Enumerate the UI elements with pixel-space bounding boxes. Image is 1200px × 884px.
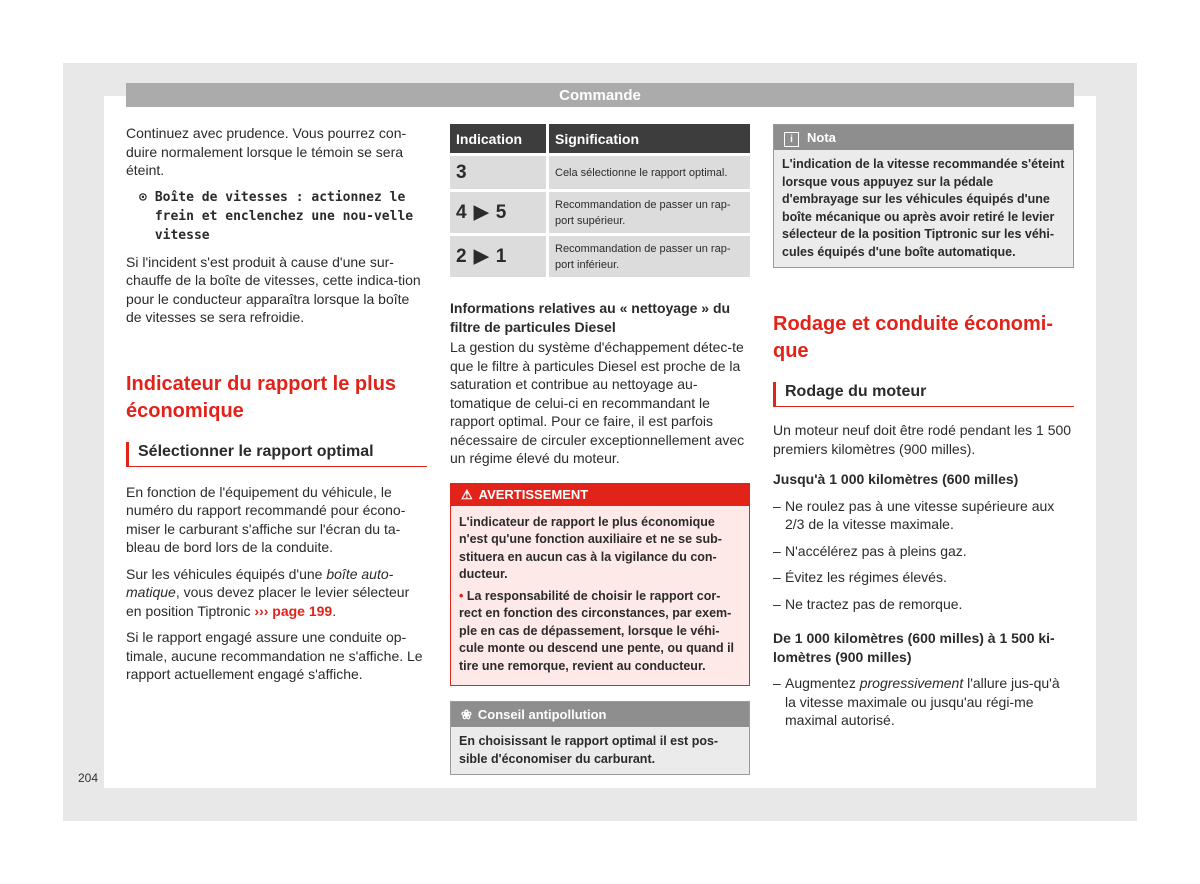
eco-tip-text: En choisissant le rapport optimal il est pos-sible d'économiser du carburant.	[459, 734, 719, 766]
warning-paragraph	[459, 588, 741, 676]
eco-tip-box	[450, 701, 750, 775]
gear-symbol: 3	[450, 156, 546, 189]
warning-triangle-icon: ⚠	[461, 486, 473, 502]
page-number: 204	[78, 771, 99, 785]
text-fragment: , vous devez placer le levier sélecteur en position Tiptronic	[126, 584, 410, 619]
note-title: Nota	[807, 130, 836, 145]
gear-meaning: Recommandation de passer un rap-port inférieur.	[546, 236, 750, 277]
dash: –	[773, 595, 781, 612]
list-item-text: Augmentez	[785, 675, 860, 691]
heading-breakin: Rodage et conduite économi-que	[773, 313, 1054, 362]
dash: –	[773, 542, 781, 559]
note-text: L'indication de la vitesse recommandée s'éteint lorsque vous appuyez sur la pédale d'embrayage sur les véhicules équipés d'une boîte mécanique ou après avoir retiré le levier sélecteur de la position Tiptronic sur les véhi-cules équipés d'une boîte automatique.	[782, 157, 1065, 259]
warning-bar	[451, 484, 749, 506]
rules-list	[773, 497, 1074, 614]
subheading-select-gear: Sélectionner le rapport optimal	[126, 442, 427, 467]
table-header-indication: Indication	[450, 124, 546, 153]
indication-table	[450, 121, 750, 280]
text-italic: progressivement	[859, 675, 964, 691]
section-header: Commande	[126, 83, 1074, 107]
warning-paragraph: L'indicateur de rapport le plus économique n'est qu'une fonction auxiliaire et ne se sub-stituera en aucun cas à la vigilance du con-ducteur.	[459, 514, 722, 581]
table-header-row	[450, 124, 750, 153]
dpf-text: La gestion du système d'échappement détec-te que le filtre à particules Diesel est proche de la saturation et contribue au nettoyage au-tomatique de celui-ci en recommandant le rapport optimal. Pour ce faire, il est parfois nécessaire de circuler exceptionnellement avec un régime élevé du moteur.	[450, 339, 745, 466]
list-item-text: Ne roulez pas à une vitesse supérieure aux 2/3 de la vitesse maximale.	[785, 497, 1055, 532]
gearbox-message-text: Boîte de vitesses : actionnez le frein et enclenchez une nou-velle vitesse	[154, 189, 414, 243]
list-item	[773, 568, 1074, 587]
heading-indicator: Indicateur du rapport le plus économique	[126, 372, 397, 422]
warning-clock-icon: ⊙	[139, 189, 147, 205]
warning-body	[451, 506, 749, 686]
list-item	[773, 497, 1074, 534]
gear-meaning: Recommandation de passer un rap-port supérieur.	[546, 192, 750, 233]
eco-tip-title: Conseil antipollution	[477, 707, 607, 722]
paragraph-continue: Continuez avec prudence. Vous pourrez con-duire normalement lorsque le témoin se sera éteint.	[126, 125, 407, 178]
warning-text: La responsabilité de choisir le rapport cor-rect en fonction des circonstances, par exem-ple en cas de dépassement, lorsque le véhi-cule monte ou descend une pente, ou quand il tire une remorque, revient au conducteur.	[459, 588, 735, 673]
warning-box	[450, 483, 750, 687]
table-row	[450, 192, 750, 233]
gearbox-message	[139, 188, 427, 245]
list-item	[773, 595, 1074, 614]
subheading-engine-breakin: Rodage du moteur	[773, 382, 1074, 407]
list-item	[773, 674, 1074, 730]
dash: –	[773, 569, 781, 585]
flower-icon: ❀	[461, 707, 472, 722]
note-bar	[774, 125, 1073, 150]
paragraph-new-engine: Un moteur neuf doit être rodé pendant les 1 500 premiers kilomètres (900 milles).	[773, 422, 1072, 457]
table-header-signification: Signification	[546, 124, 750, 153]
note-box	[773, 124, 1074, 268]
bullet: •	[459, 588, 464, 603]
gear-symbol: 2 ▶ 1	[450, 236, 546, 277]
list-item-text: Évitez les régimes élevés.	[785, 569, 947, 585]
dash: –	[773, 497, 781, 514]
column-left	[126, 124, 427, 684]
column-middle	[450, 124, 750, 775]
info-icon: i	[784, 132, 799, 147]
table-row	[450, 156, 750, 189]
paragraph-equipment: En fonction de l'équipement du véhicule, le numéro du rapport recommandé pour écono-miser le carburant s'affiche sur l'écran du ta-bleau de bord lors de la conduite.	[126, 483, 406, 555]
dpf-title: Informations relatives au « nettoyage » du filtre de particules Diesel	[450, 300, 731, 335]
list-item-text: l'allure jus-qu'à la vitesse maximale ou jusqu'au régi-me maximal autorisé.	[785, 675, 1060, 728]
text-fragment: Sur les véhicules équipés d'une	[126, 565, 327, 582]
dash: –	[773, 675, 781, 691]
gear-meaning: Cela sélectionne le rapport optimal.	[546, 156, 750, 189]
warning-title: AVERTISSEMENT	[478, 486, 589, 502]
paragraph-overheat: Si l'incident s'est produit à cause d'une sur-chauffe de la boîte de vitesses, cette indica-tion pour le conducteur apparaîtra lorsque la boîte de vitesses se sera refroidie.	[126, 253, 421, 325]
list-item	[773, 542, 1074, 561]
paragraph-automatic	[126, 565, 427, 621]
text-fragment: .	[332, 602, 337, 619]
text-italic: boîte auto-matique	[126, 565, 394, 600]
page-link[interactable]: ››› page 199	[254, 602, 333, 619]
gear-symbol: 4 ▶ 5	[450, 192, 546, 233]
section-up-to-1000: Jusqu'à 1 000 kilomètres (600 milles)	[773, 471, 1019, 487]
paragraph-optimal: Si le rapport engagé assure une conduite op-timale, aucune recommandation ne s'affiche. Le rapport actuellement engagé s'affiche.	[126, 629, 423, 682]
list-item-text: N'accélérez pas à pleins gaz.	[785, 542, 967, 559]
section-1000-to-1500: De 1 000 kilomètres (600 milles) à 1 500 ki-lomètres (900 milles)	[773, 630, 1055, 665]
list-item-text: Ne tractez pas de remorque.	[785, 595, 963, 612]
eco-tip-bar	[451, 702, 749, 727]
table-row	[450, 236, 750, 277]
column-right	[773, 124, 1074, 730]
